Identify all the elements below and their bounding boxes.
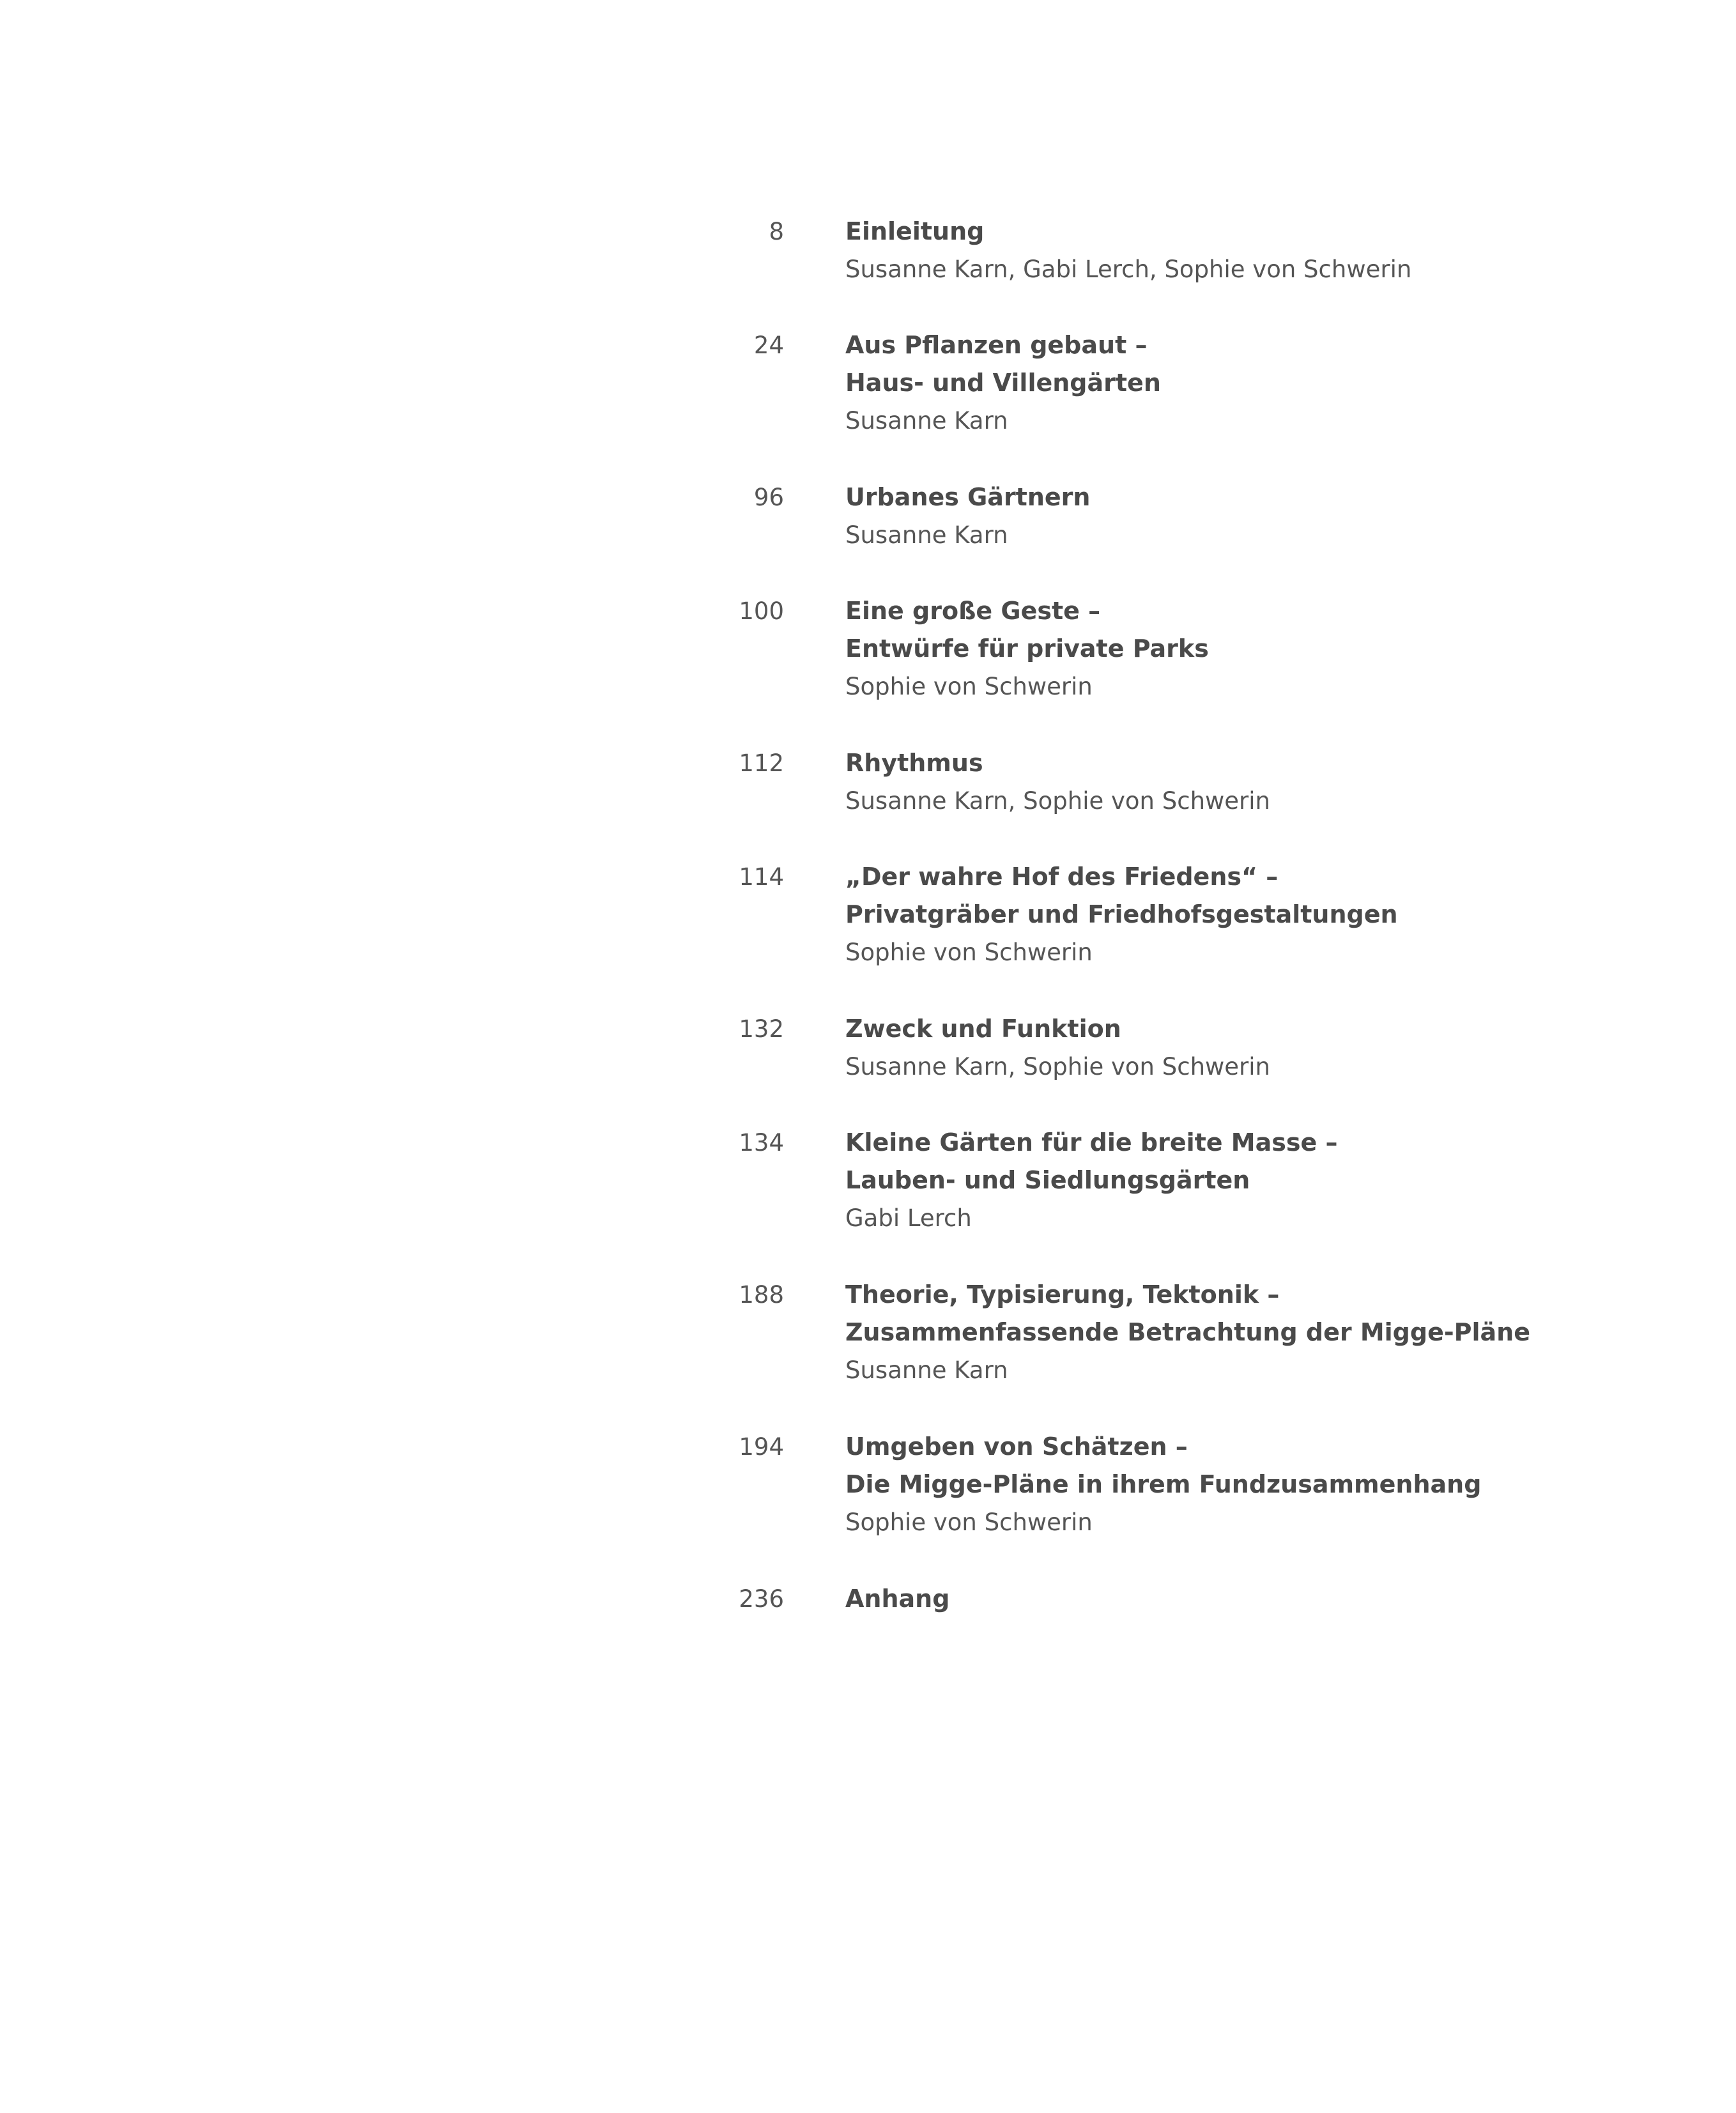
page-number: 100 bbox=[739, 597, 784, 625]
chapter-subtitle: Privatgräber und Friedhofsgestaltungen bbox=[845, 900, 1398, 928]
toc-entry-body bbox=[845, 744, 1676, 820]
chapter-author: Susanne Karn, Sophie von Schwerin bbox=[845, 787, 1270, 815]
chapter-title: Aus Pflanzen gebaut – bbox=[845, 331, 1148, 359]
toc-entry[interactable] bbox=[0, 1276, 1736, 1428]
chapter-title: Kleine Gärten für die breite Masse – bbox=[845, 1128, 1338, 1156]
chapter-title: Eine große Geste – bbox=[845, 597, 1101, 625]
toc-entry[interactable] bbox=[0, 858, 1736, 1010]
page-number: 24 bbox=[753, 332, 784, 359]
toc-entry-body bbox=[845, 1010, 1676, 1086]
toc-entry-body bbox=[845, 858, 1676, 971]
chapter-subtitle: Zusammenfassende Betrachtung der Migge-Pläne bbox=[845, 1318, 1530, 1346]
chapter-author: Susanne Karn bbox=[845, 1356, 1008, 1384]
chapter-subtitle: Die Migge-Pläne in ihrem Fundzusammenhang bbox=[845, 1470, 1482, 1498]
page-number: 112 bbox=[739, 749, 784, 777]
page-number: 236 bbox=[739, 1585, 784, 1613]
chapter-author: Susanne Karn bbox=[845, 521, 1008, 549]
toc-entry[interactable] bbox=[0, 1124, 1736, 1276]
toc-entry-body bbox=[845, 592, 1676, 705]
chapter-subtitle: Entwürfe für private Parks bbox=[845, 634, 1209, 663]
chapter-title: Theorie, Typisierung, Tektonik – bbox=[845, 1280, 1280, 1309]
toc-entry[interactable] bbox=[0, 592, 1736, 744]
toc-entry[interactable] bbox=[0, 327, 1736, 479]
page-number: 188 bbox=[739, 1281, 784, 1309]
chapter-title: Urbanes Gärtnern bbox=[845, 483, 1091, 511]
toc-entry-body bbox=[845, 213, 1676, 288]
chapter-author: Susanne Karn, Sophie von Schwerin bbox=[845, 1053, 1270, 1080]
chapter-author: Susanne Karn bbox=[845, 407, 1008, 434]
page-number: 194 bbox=[739, 1433, 784, 1461]
chapter-title: Einleitung bbox=[845, 217, 985, 245]
chapter-subtitle: Lauben- und Siedlungsgärten bbox=[845, 1166, 1250, 1194]
page-number: 132 bbox=[739, 1015, 784, 1043]
chapter-author: Sophie von Schwerin bbox=[845, 673, 1093, 700]
toc-entry-body bbox=[845, 479, 1676, 554]
page-number: 8 bbox=[769, 218, 784, 245]
chapter-title: Zweck und Funktion bbox=[845, 1015, 1121, 1043]
toc-entry-body bbox=[845, 1276, 1676, 1389]
chapter-author: Susanne Karn, Gabi Lerch, Sophie von Schwerin bbox=[845, 256, 1412, 283]
toc-entry[interactable] bbox=[0, 213, 1736, 327]
toc-entry-body bbox=[845, 1124, 1676, 1237]
toc-entry[interactable] bbox=[0, 1428, 1736, 1580]
page-number: 134 bbox=[739, 1129, 784, 1156]
chapter-author: Gabi Lerch bbox=[845, 1204, 972, 1232]
toc-entry[interactable] bbox=[0, 744, 1736, 858]
toc-entry-body bbox=[845, 1428, 1676, 1541]
page-number: 114 bbox=[739, 863, 784, 891]
table-of-contents bbox=[0, 213, 1736, 1657]
chapter-subtitle: Haus- und Villengärten bbox=[845, 369, 1161, 397]
chapter-title: Rhythmus bbox=[845, 749, 983, 777]
chapter-author: Sophie von Schwerin bbox=[845, 1509, 1093, 1536]
toc-entry[interactable] bbox=[0, 1010, 1736, 1124]
toc-entry[interactable] bbox=[0, 1580, 1736, 1657]
page-number: 96 bbox=[753, 484, 784, 511]
toc-entry-body bbox=[845, 327, 1676, 440]
chapter-author: Sophie von Schwerin bbox=[845, 939, 1093, 966]
chapter-title: Umgeben von Schätzen – bbox=[845, 1433, 1188, 1461]
chapter-title: Anhang bbox=[845, 1585, 950, 1613]
toc-entry[interactable] bbox=[0, 479, 1736, 592]
chapter-title: „Der wahre Hof des Friedens“ – bbox=[845, 863, 1279, 891]
toc-entry-body bbox=[845, 1580, 1676, 1618]
